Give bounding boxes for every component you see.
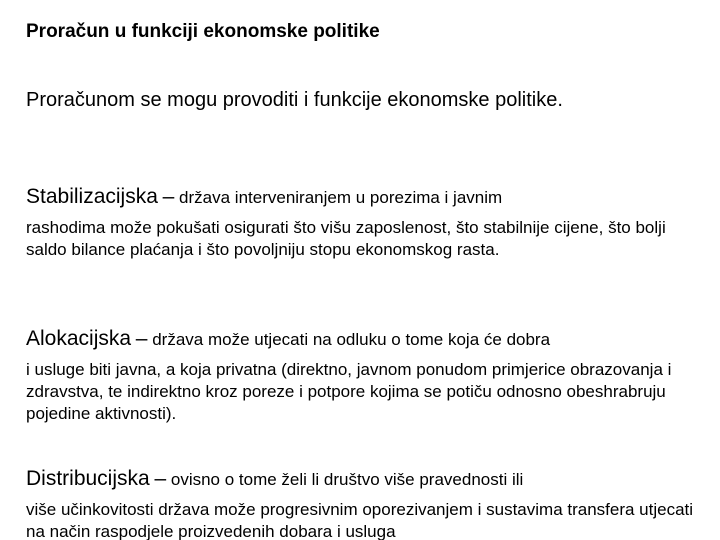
section-dash: – [135,327,148,350]
section-dash: – [162,185,175,208]
intro-paragraph: Proračunom se mogu provoditi i funkcije ekonomske politike. [26,89,563,111]
section-lead-line [26,324,696,355]
section-distribucijska [26,464,696,540]
section-continuation: i usluge biti javna, a koja privatna (direktno, javnom ponudom primjerice obrazovanja i zdravstva, te indirektno kroz poreze i potpore kojima se potiču odnosno obeshrabruju pojedine aktivnosti). [26,360,672,423]
section-lead-text: država može utjecati na odluku o tome koja će dobra [152,330,551,349]
slide-title: Proračun u funkciji ekonomske politike [26,21,380,42]
section-lead-line [26,464,696,495]
section-continuation: više učinkovitosti država može progresivnim oporezivanjem i sustavima transfera utjecati na način raspodjele proizvedenih dobara i usluga [26,500,694,540]
section-term: Distribucijska [26,467,150,490]
section-alokacijska [26,324,696,425]
section-stabilizacijska [26,182,696,261]
section-continuation: rashodima može pokušati osigurati što višu zaposlenost, što stabilnije cijene, što bolji saldo bilance plaćanja i što povoljniju stopu ekonomskog rasta. [26,218,666,259]
section-term: Stabilizacijska [26,185,158,208]
section-lead-text: država interveniranjem u porezima i javnim [179,188,503,207]
section-lead-text: ovisno o tome želi li društvo više pravednosti ili [170,470,524,489]
section-lead-line [26,182,696,213]
section-term: Alokacijska [26,327,132,350]
section-dash: – [154,467,167,490]
